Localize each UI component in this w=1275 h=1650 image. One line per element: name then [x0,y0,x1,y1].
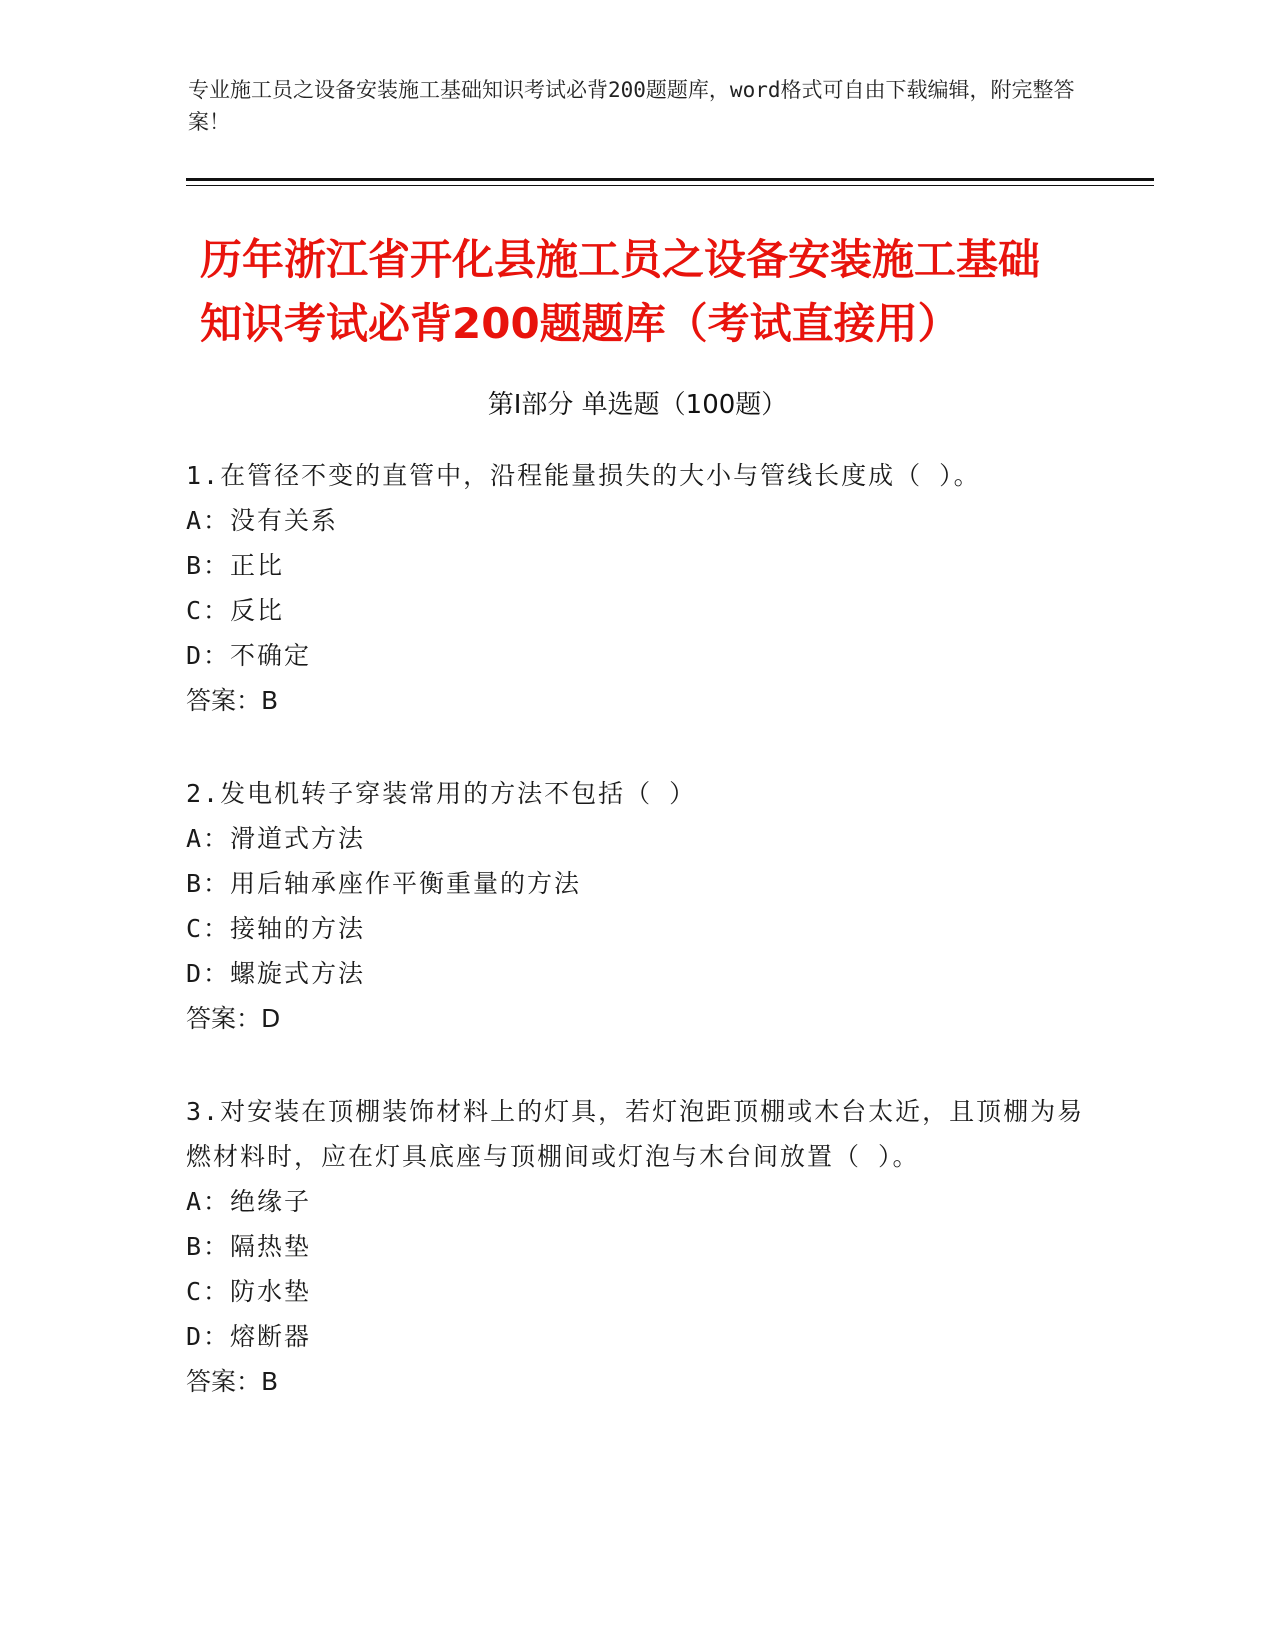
question-1 [186,453,1106,723]
option-a [186,1179,1106,1224]
answer-line: 答案：B [186,686,279,715]
option-key: B： [186,1232,231,1261]
option-c [186,906,1106,951]
header-note: 专业施工员之设备安装施工基础知识考试必背200题题库，word格式可自由下载编辑，附完整答案！ [188,78,1075,134]
option-text: 绝缘子 [230,1187,312,1216]
option-key: A： [186,824,231,853]
option-text: 接轴的方法 [230,914,366,943]
option-key: C： [186,914,231,943]
question-3 [186,1089,1106,1404]
option-text: 熔断器 [230,1322,312,1351]
document-title: 历年浙江省开化县施工员之设备安装施工基础知识考试必背200题题库（考试直接用） [200,235,1041,348]
option-key: D： [186,959,231,988]
question-stem: 1.在管径不变的直管中，沿程能量损失的大小与管线长度成（ ）。 [186,461,981,490]
option-c [186,1269,1106,1314]
section-title: 第Ⅰ部分 单选题（100题） [487,390,788,420]
option-text: 滑道式方法 [230,824,366,853]
option-text: 螺旋式方法 [230,959,366,988]
answer-line: 答案：B [186,1367,279,1396]
header-rule-thick [186,178,1154,181]
option-b [186,543,1106,588]
option-a [186,498,1106,543]
option-text: 隔热垫 [230,1232,312,1261]
option-key: B： [186,551,231,580]
option-text: 用后轴承座作平衡重量的方法 [230,869,582,898]
option-text: 正比 [230,551,285,580]
header-rule-thin [186,185,1154,186]
option-b [186,1224,1106,1269]
question-stem: 3.对安装在顶棚装饰材料上的灯具，若灯泡距顶棚或木台太近，且顶棚为易燃材料时，应在灯具底座与顶棚间或灯泡与木台间放置（ ）。 [186,1097,1085,1171]
option-key: C： [186,596,231,625]
option-key: D： [186,1322,231,1351]
option-key: A： [186,1187,231,1216]
question-2 [186,771,1106,1041]
option-key: D： [186,641,231,670]
option-d [186,1314,1106,1359]
option-c [186,588,1106,633]
option-text: 不确定 [230,641,312,670]
option-text: 没有关系 [230,506,339,535]
option-key: B： [186,869,231,898]
option-key: A： [186,506,231,535]
option-a [186,816,1106,861]
option-b [186,861,1106,906]
option-text: 防水垫 [230,1277,312,1306]
option-d [186,951,1106,996]
question-stem: 2.发电机转子穿装常用的方法不包括（ ） [186,779,697,808]
option-d [186,633,1106,678]
option-key: C： [186,1277,231,1306]
option-text: 反比 [230,596,285,625]
answer-line: 答案：D [186,1004,281,1033]
